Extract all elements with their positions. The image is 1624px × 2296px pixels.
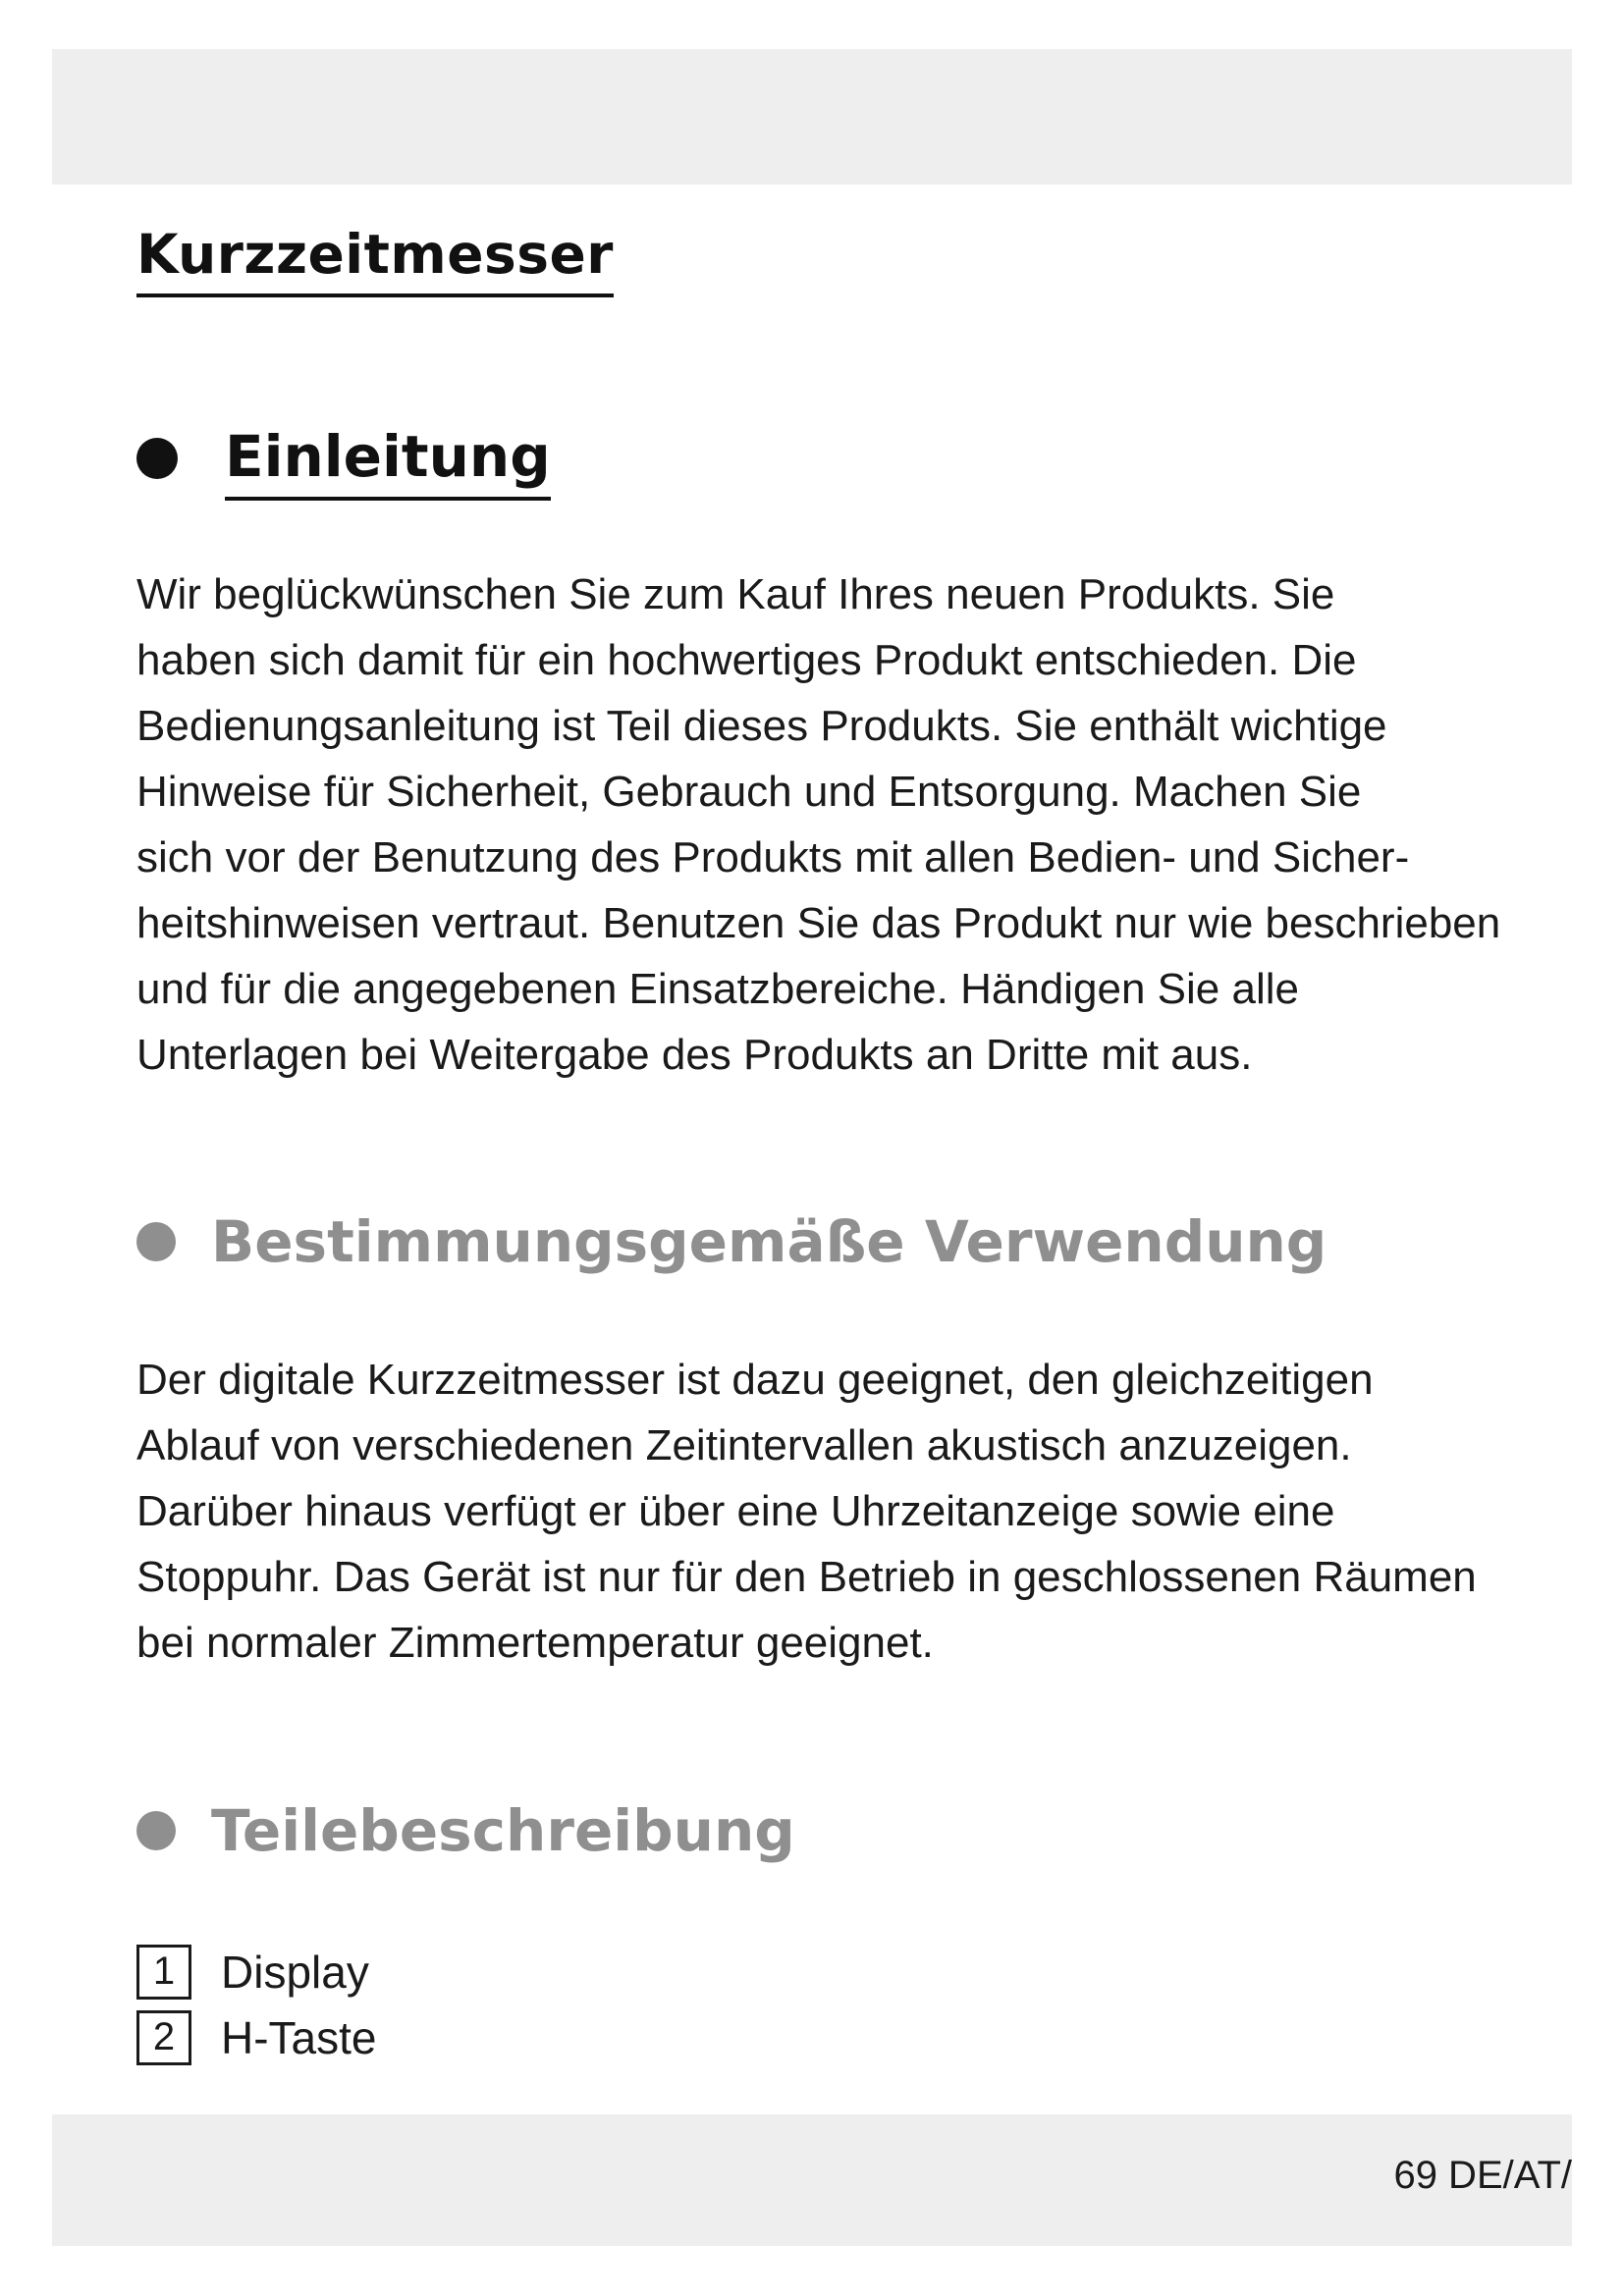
footer-band	[52, 2114, 1572, 2246]
page-number: 69 DE/AT/	[1393, 2154, 1572, 2197]
text-line: Wir beglückwünschen Sie zum Kauf Ihres neuen Produkts. Sie	[136, 570, 1335, 618]
list-item	[136, 2004, 376, 2070]
section-title: Teilebeschreibung	[211, 1797, 795, 1864]
text-line: Ablauf von verschiedenen Zeitintervallen akustisch anzuzeigen.	[136, 1421, 1352, 1469]
section-title: Einleitung	[225, 428, 551, 501]
text-line: Darüber hinaus verfügt er über eine Uhrzeitanzeige sowie eine	[136, 1487, 1335, 1535]
text-line: Der digitale Kurzzeitmesser ist dazu geeignet, den gleichzeitigen	[136, 1356, 1374, 1404]
bullet-icon	[136, 1811, 176, 1850]
text-line: Bedienungsanleitung ist Teil dieses Produkts. Sie enthält wichtige	[136, 702, 1387, 750]
text-line: bei normaler Zimmertemperatur geeignet.	[136, 1619, 934, 1667]
text-line: Unterlagen bei Weitergabe des Produkts an Dritte mit aus.	[136, 1031, 1253, 1079]
text-line: haben sich damit für ein hochwertiges Produkt entschieden. Die	[136, 636, 1357, 684]
text-line: und für die angegebenen Einsatzbereiche. Händigen Sie alle	[136, 965, 1299, 1013]
section-heading-verwendung	[136, 1208, 1327, 1275]
bullet-icon	[136, 438, 178, 479]
part-label: H-Taste	[221, 2011, 377, 2063]
text-line: heitshinweisen vertraut. Benutzen Sie das Produkt nur wie beschrieben	[136, 899, 1501, 947]
document-title: Kurzzeitmesser	[136, 228, 614, 297]
header-band	[52, 49, 1572, 185]
part-number: 2	[136, 2010, 191, 2065]
section-heading-teilebeschreibung	[136, 1797, 795, 1864]
bullet-icon	[136, 1222, 176, 1261]
part-number: 1	[136, 1945, 191, 2000]
list-item	[136, 1939, 376, 2004]
text-line: Hinweise für Sicherheit, Gebrauch und Entsorgung. Machen Sie	[136, 768, 1362, 816]
part-label: Display	[221, 1946, 369, 1998]
einleitung-paragraph	[136, 561, 1511, 1088]
section-title: Bestimmungsgemäße Verwendung	[211, 1208, 1327, 1275]
text-line: sich vor der Benutzung des Produkts mit allen Bedien- und Sicher-	[136, 833, 1410, 881]
verwendung-paragraph	[136, 1347, 1511, 1676]
section-heading-einleitung	[136, 423, 551, 501]
parts-list	[136, 1939, 376, 2070]
text-line: Stoppuhr. Das Gerät ist nur für den Betrieb in geschlossenen Räumen	[136, 1553, 1477, 1601]
